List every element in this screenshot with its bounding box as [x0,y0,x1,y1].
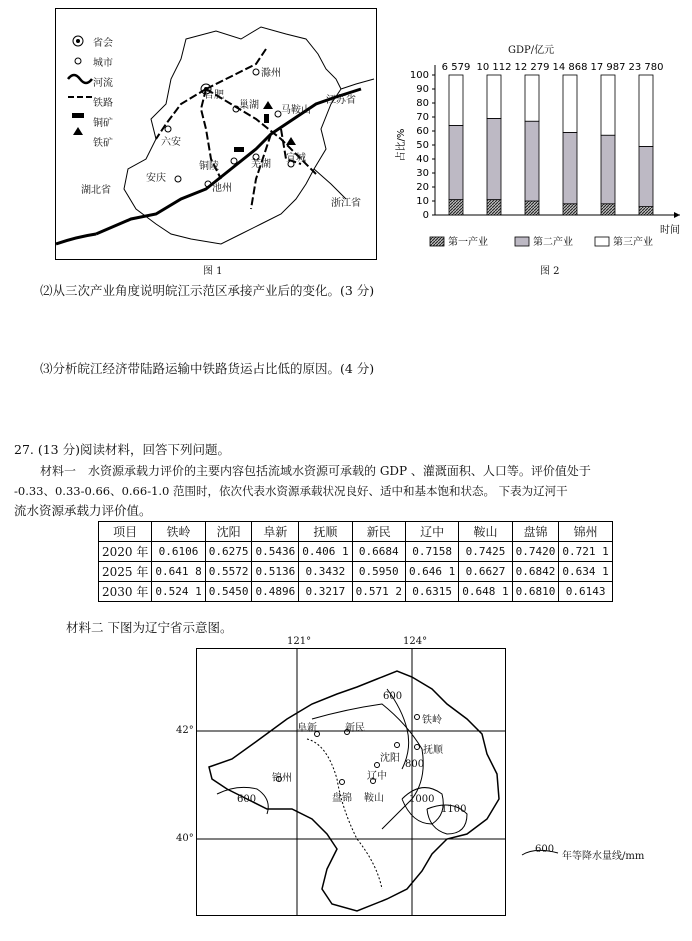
city-label: 新民 [345,723,365,734]
table-cell: 0.406 1 [299,542,352,562]
table-header-row [99,522,613,542]
x-axis-arrow [674,212,680,218]
place-label: 池州 [212,183,232,194]
figure-1-caption: 图 1 [203,266,223,277]
x-axis-label: 时间 [660,225,680,236]
material-1-line-1: 材料一 水资源承载力评价的主要内容包括流域水资源可承载的 GDP 、灌溉面积、人口等。评价值处于 [40,464,591,478]
bar-segment [525,75,539,121]
evaluation-table [98,521,613,602]
table-cell: 0.4896 [252,582,299,602]
place-label: 马鞍山 [281,105,311,116]
table-header-cell: 辽中 [405,522,458,542]
isoline-label: 800 [405,759,425,770]
place-label: 合肥 [204,90,224,101]
bar-segment [639,75,653,146]
bar-segment [563,75,577,132]
table-cell: 0.5136 [252,562,299,582]
legend-label: 河流 [93,78,113,89]
y-tick-label: 80 [416,98,429,109]
legend-label: 铁矿 [93,138,113,149]
table-cell: 0.646 1 [405,562,458,582]
gdp-label: 12 279 [514,62,550,73]
bar-segment [487,118,501,199]
y-tick-label: 0 [422,210,429,221]
legend-label: 第三产业 [613,237,653,248]
city-icon [75,58,81,64]
table-header-cell: 盘锦 [512,522,559,542]
legend-label: 铁路 [93,98,113,109]
table-cell: 0.5950 [352,562,405,582]
bar-segment [639,207,653,215]
table-cell: 0.3432 [299,562,352,582]
table-cell: 0.5450 [205,582,252,602]
table-row [99,582,613,602]
table-header-cell: 项目 [99,522,152,542]
y-tick-label: 20 [416,182,429,193]
river-icon [96,89,361,234]
table-cell: 0.5572 [205,562,252,582]
y-tick-label: 10 [416,196,429,207]
table-cell: 0.721 1 [559,542,612,562]
table-header-cell: 铁岭 [152,522,205,542]
table-cell: 0.6810 [512,582,559,602]
question-27-title: 27. (13 分)阅读材料，回答下列问题。 [14,442,230,457]
province-outline [209,671,499,911]
city-label: 阜新 [297,723,317,734]
bar-segment [601,135,615,204]
city-label: 锦州 [272,773,292,784]
legend-swatch [430,237,444,246]
place-label: 芜湖 [251,159,271,170]
table-cell: 0.648 1 [459,582,512,602]
bar-segment [601,75,615,135]
place-label: 浙江省 [331,198,361,209]
city-label: 铁岭 [422,715,442,726]
bar-segment [487,200,501,215]
material-1-line-2: -0.33、0.33-0.66、0.66-1.0 范围时，依次代表水资源承载状况良好、适中和基本饱和状态。 下表为辽河干 [14,484,568,498]
bar-segment [639,146,653,206]
place-label: 铜陵 [199,161,219,172]
isoline-legend-value: 600 [535,844,555,855]
legend-label: 省会 [93,38,113,49]
isoline-label: 600 [237,794,257,805]
city-label: 辽中 [367,771,387,782]
latitude-label: 42° [176,725,194,736]
gdp-label: 10 112 [476,62,512,73]
legend-label: 第二产业 [533,237,573,248]
table-cell: 2030 年 [99,582,152,602]
city-label: 沈阳 [380,753,400,764]
bar-segment [449,200,463,215]
table-cell: 2020 年 [99,542,152,562]
figure-1 [55,8,377,260]
isoline-legend-label: 年等降水量线/mm [562,851,645,862]
gdp-label: 14 868 [552,62,588,73]
place-label: 宣城 [286,153,306,164]
table-cell: 0.7420 [512,542,559,562]
table-cell: 0.634 1 [559,562,612,582]
legend-label: 第一产业 [448,237,488,248]
place-label: 湖北省 [81,185,111,196]
liaoning-map [196,648,506,916]
table-header-cell: 沈阳 [205,522,252,542]
table-header-cell: 新民 [352,522,405,542]
table-cell: 2025 年 [99,562,152,582]
table-header-cell: 锦州 [559,522,612,542]
y-tick-label: 30 [416,168,429,179]
table-cell: 0.524 1 [152,582,205,602]
table-cell: 0.5436 [252,542,299,562]
table-cell: 0.6315 [405,582,458,602]
iron-mine-icon [73,127,83,135]
city-label: 鞍山 [364,793,384,804]
table-header-cell: 鞍山 [459,522,512,542]
material-1-line-3: 流水资源承载力评价值。 [14,503,152,518]
bar-segment [563,132,577,203]
gdp-label: 17 987 [590,62,626,73]
bar-segment [525,201,539,215]
bar-segment [487,75,501,118]
table-cell: 0.7158 [405,542,458,562]
table-cell: 0.6143 [559,582,612,602]
y-tick-label: 90 [416,84,429,95]
place-label: 安庆 [146,173,166,184]
material-2: 材料二 下图为辽宁省示意图。 [66,620,233,635]
city-label: 抚顺 [423,745,443,756]
y-axis-label: 占比/% [396,128,407,162]
gdp-label: 6 579 [441,62,471,73]
table-row [99,542,613,562]
bar-segment [525,121,539,201]
y-tick-label: 50 [416,140,429,151]
y-tick-label: 60 [416,126,429,137]
river-icon-legend [68,75,92,83]
place-label: 滁州 [261,68,281,79]
legend-label: 城市 [93,58,113,69]
isoline-label: 600 [383,691,403,702]
chart-unit-label: GDP/亿元 [508,45,555,56]
table-cell: 0.6275 [205,542,252,562]
table-header-cell: 抚顺 [299,522,352,542]
figure-2-chart [390,40,690,260]
table-row [99,562,613,582]
question-2: ⑵从三次产业角度说明皖江示范区承接产业后的变化。(3 分) [40,283,375,298]
figure-2-caption: 图 2 [540,266,560,277]
city-label: 盘锦 [332,793,352,804]
legend-swatch [515,237,529,246]
table-cell: 0.6106 [152,542,205,562]
table-cell: 0.6684 [352,542,405,562]
copper-mine-icon [72,113,84,118]
y-tick-label: 100 [409,70,429,81]
table-cell: 0.3217 [299,582,352,602]
question-3: ⑶分析皖江经济带陆路运输中铁路货运占比低的原因。(4 分) [40,361,375,376]
table-cell: 0.641 8 [152,562,205,582]
place-label: 巢湖 [239,100,259,111]
latitude-label: 40° [176,833,194,844]
place-label: 六安 [161,137,181,148]
legend-label: 铜矿 [93,118,113,129]
table-cell: 0.6842 [512,562,559,582]
gdp-label: 23 780 [628,62,664,73]
y-tick-label: 70 [416,112,429,123]
longitude-label: 124° [403,636,428,647]
bar-segment [563,204,577,215]
y-tick-label: 40 [416,154,429,165]
bar-segment [449,75,463,125]
place-label: 江苏省 [326,95,356,106]
table-header-cell: 阜新 [252,522,299,542]
table-cell: 0.6627 [459,562,512,582]
isoline-label: 1100 [441,804,467,815]
table-cell: 0.7425 [459,542,512,562]
province-outline [124,27,341,244]
table-cell: 0.571 2 [352,582,405,602]
bar-segment [449,125,463,199]
longitude-label: 121° [287,636,312,647]
isoline-label: 1000 [409,794,435,805]
legend-swatch [595,237,609,246]
bar-segment [601,204,615,215]
